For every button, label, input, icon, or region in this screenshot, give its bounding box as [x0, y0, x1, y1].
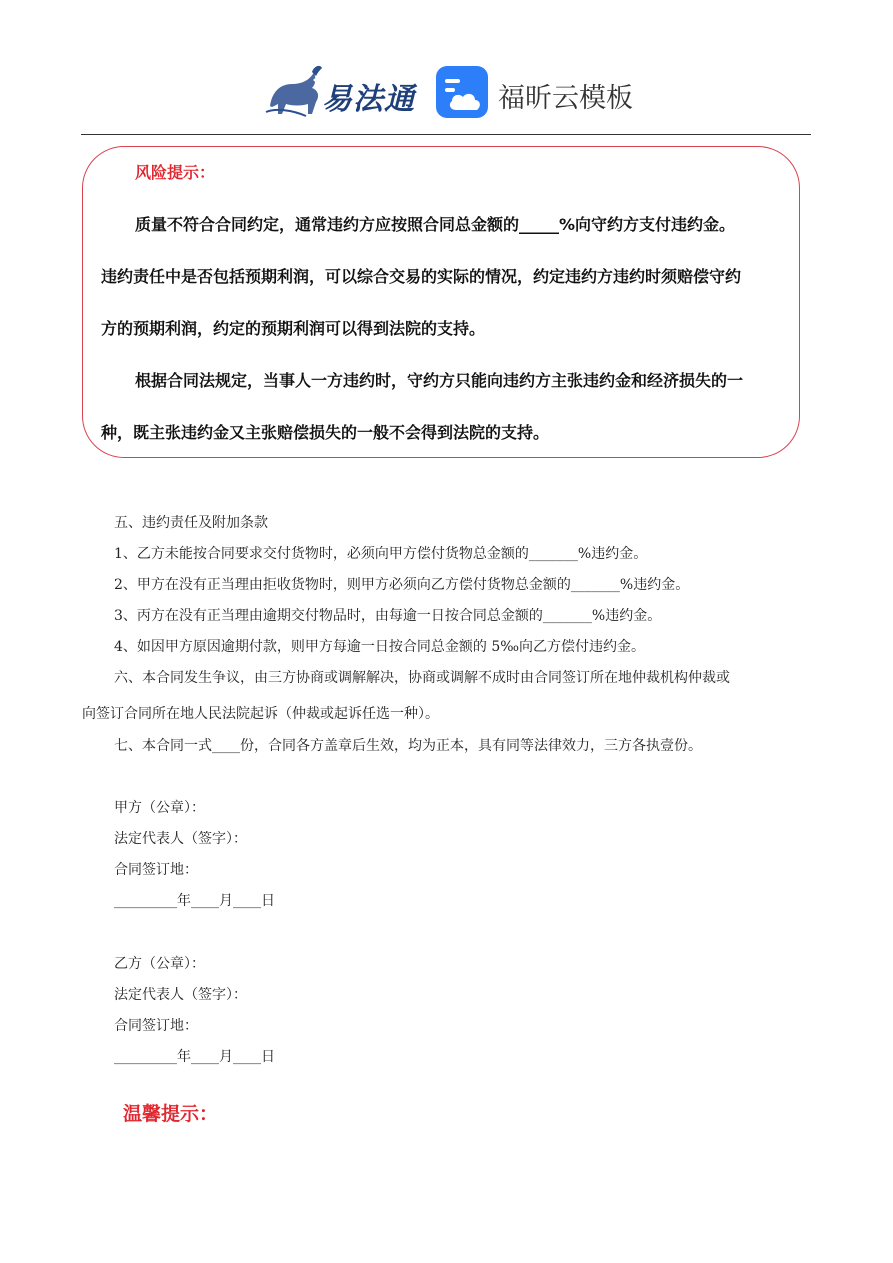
- party-b-location: 合同签订地：: [114, 1018, 198, 1034]
- risk-line: 种，既主张违约金又主张赔偿损失的一般不会得到法院的支持。: [101, 423, 550, 442]
- party-b-representative: 法定代表人（签字）：: [114, 987, 247, 1003]
- risk-line: 方的预期利润，约定的预期利润可以得到法院的支持。: [101, 319, 486, 338]
- clause-line: 1、乙方未能按合同要求交付货物时，必须向甲方偿付货物总金额的_______%违约金。: [114, 546, 648, 562]
- risk-line: 根据合同法规定，当事人一方违约时，守约方只能向违约方主张违约金和经济损失的一: [135, 371, 744, 390]
- clause-line: 2、甲方在没有正当理由拒收货物时，则甲方必须向乙方偿付货物总金额的_______%违约金。: [114, 577, 690, 593]
- risk-notice-title: 风险提示：: [135, 163, 216, 182]
- clause-line: 六、本合同发生争议，由三方协商或调解解决，协商或调解不成时由合同签订所在地仲裁机构仲裁或: [114, 670, 730, 686]
- fuxin-logo: [436, 64, 636, 120]
- clause-line: 3、丙方在没有正当理由逾期交付物品时，由每逾一日按合同总金额的_______%违约金。: [114, 608, 662, 624]
- risk-line: 质量不符合合同约定，通常违约方应按照合同总金额的_____%向守约方支付违约金。: [135, 215, 736, 234]
- risk-notice-box: [82, 146, 800, 458]
- qilin-mascot-icon: [262, 62, 324, 118]
- clause-line: 七、本合同一式____份，合同各方盖章后生效，均为正本，具有同等法律效力，三方各执壹份。: [114, 738, 702, 754]
- party-a-seal: 甲方（公章）：: [114, 800, 205, 816]
- warm-tip-title: 温馨提示：: [123, 1103, 219, 1125]
- party-a-date: _________年____月____日: [114, 893, 275, 909]
- party-a-representative: 法定代表人（签字）：: [114, 831, 247, 847]
- party-b-seal: 乙方（公章）：: [114, 956, 205, 972]
- document-header: [0, 58, 893, 120]
- clause-line: 4、如因甲方原因逾期付款，则甲方每逾一日按合同总金额的 5‰向乙方偿付违约金。: [114, 639, 646, 655]
- header-divider: [81, 134, 811, 135]
- yifatong-logo: [262, 62, 415, 118]
- cloud-document-icon: [436, 66, 488, 118]
- party-b-date: _________年____月____日: [114, 1049, 275, 1065]
- clause-line: 向签订合同所在地人民法院起诉（仲裁或起诉任选一种）。: [82, 706, 439, 722]
- section-heading: 五、违约责任及附加条款: [114, 515, 268, 531]
- yifatong-brand-text: 易法通: [322, 82, 415, 117]
- risk-line: 违约责任中是否包括预期利润，可以综合交易的实际的情况，约定违约方违约时须赔偿守约: [101, 267, 742, 286]
- party-a-location: 合同签订地：: [114, 862, 198, 878]
- fuxin-brand-text: 福昕云模板: [498, 83, 633, 114]
